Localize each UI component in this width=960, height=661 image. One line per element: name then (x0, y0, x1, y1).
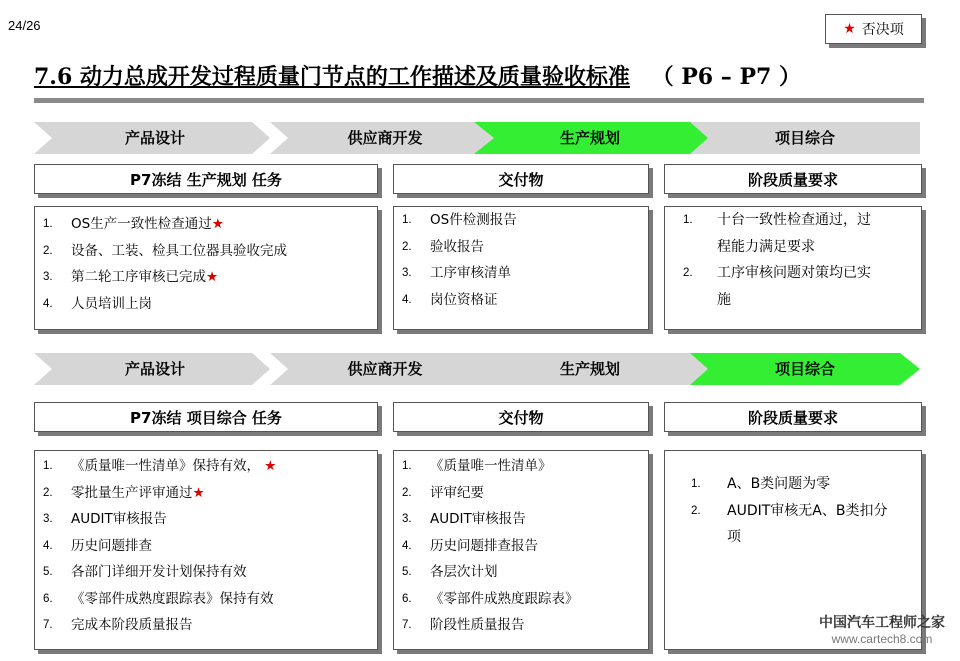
list-item: 6. 《零部件成熟度跟踪表》保持有效 (43, 590, 274, 607)
page-number: 24/26 (8, 18, 41, 33)
list-item: 4. 人员培训上岗 (43, 295, 152, 312)
legend-box (825, 14, 922, 44)
page-title (34, 60, 801, 91)
legend-label: 否决项 (861, 22, 904, 38)
deliverables-box-2 (393, 450, 649, 650)
list-item: 4. 岗位资格证 (402, 291, 498, 308)
requirements-box-1 (664, 206, 922, 330)
phase-label-integration: 项目综合 (774, 129, 835, 147)
watermark-url: www.cartech8.com (831, 632, 933, 646)
phase-label-production: 生产规划 (559, 129, 620, 147)
list-item: 1. 《质量唯一性清单》 (402, 458, 552, 474)
phase-label-supplier: 供应商开发 (347, 360, 423, 378)
phase-label-integration: 项目综合 (774, 360, 835, 378)
list-item: 4. 历史问题排查 (43, 537, 152, 554)
task-box-2 (34, 450, 378, 650)
list-item: 2. 验收报告 (402, 238, 484, 255)
star-icon: ★ (192, 484, 205, 501)
requirements-header-1: 阶段质量要求 (664, 164, 922, 194)
deliverables-box-1 (393, 206, 649, 330)
deliverables-header-1: 交付物 (393, 164, 649, 194)
list-item: 3. 工序审核清单 (402, 265, 511, 281)
list-item: 7. 完成本阶段质量报告 (43, 617, 193, 633)
task-header-1: P7冻结 生产规划 任务 (34, 164, 378, 194)
list-item: 3. AUDIT审核报告 (402, 511, 526, 527)
list-item: 5. 各部门详细开发计划保持有效 (43, 564, 247, 580)
task-box-1 (34, 206, 378, 330)
task-header-2: P7冻结 项目综合 任务 (34, 402, 378, 432)
list-item: 4. 历史问题排查报告 (402, 537, 538, 554)
star-icon: ★ (211, 216, 224, 232)
list-item: 6. 《零部件成熟度跟踪表》 (402, 590, 579, 607)
phase-label-design: 产品设计 (124, 360, 185, 378)
list-item: 2. 工序审核问题对策均已实 施 (683, 265, 871, 308)
list-item: 2. AUDIT审核无A、B类扣分 项 (691, 502, 888, 545)
list-item: 2. 零批量生产评审通过★ (43, 484, 205, 501)
title-divider (34, 98, 924, 103)
star-icon: ★ (843, 21, 856, 37)
star-icon: ★ (264, 458, 277, 474)
requirements-header-2: 阶段质量要求 (664, 402, 922, 432)
list-item: 3. 第二轮工序审核已完成★ (43, 269, 219, 285)
list-item: 3. AUDIT审核报告 (43, 511, 167, 527)
phase-label-supplier: 供应商开发 (347, 129, 423, 147)
list-item: 1. OS生产一致性检查通过★ (43, 216, 224, 232)
title-suffix: （ P6 – P7 ） (651, 64, 801, 90)
list-item: 1. A、B类问题为零 (691, 476, 831, 492)
watermark-name: 中国汽车工程师之家 (819, 615, 945, 631)
phase-label-design: 产品设计 (124, 129, 185, 147)
list-item: 7. 阶段性质量报告 (402, 617, 525, 633)
list-item: 1. 《质量唯一性清单》保持有效， ★ (43, 458, 277, 474)
watermark (808, 612, 956, 646)
list-item: 5. 各层次计划 (402, 564, 498, 580)
star-icon: ★ (206, 269, 219, 285)
list-item: 2. 评审纪要 (402, 484, 484, 501)
title-text: 7.6 动力总成开发过程质量门节点的工作描述及质量验收标准 (34, 64, 630, 90)
deliverables-header-2: 交付物 (393, 402, 649, 432)
list-item: 1. OS件检测报告 (402, 212, 517, 228)
phase-label-production: 生产规划 (559, 360, 620, 378)
list-item: 1. 十台一致性检查通过，过 程能力满足要求 (683, 212, 871, 255)
list-item: 2. 设备、工装、检具工位器具验收完成 (43, 242, 287, 259)
